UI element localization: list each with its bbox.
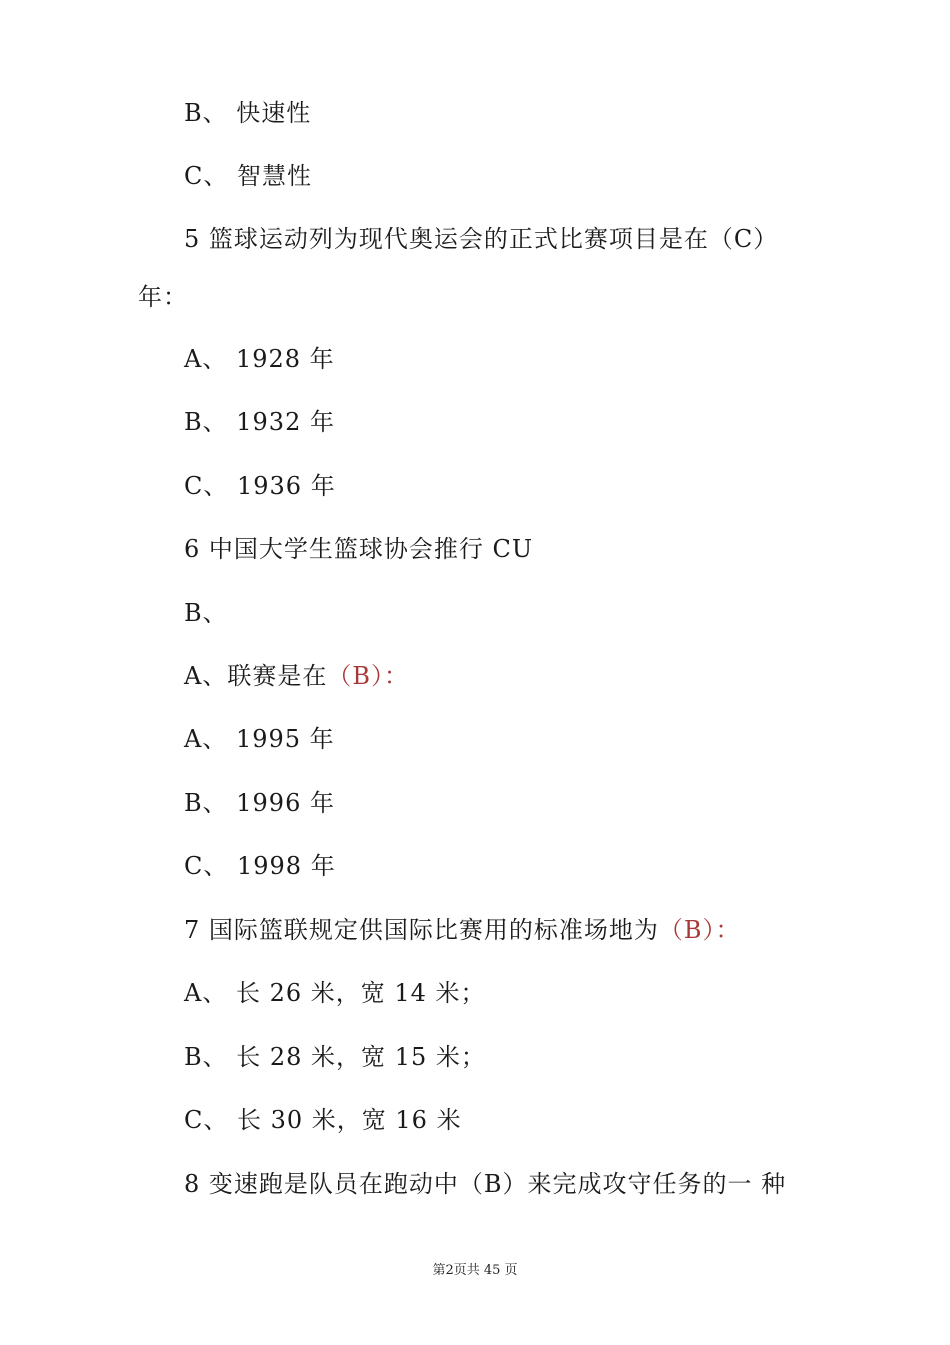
question-7-option-c: C、 长 30 米，宽 16 米 <box>184 1106 462 1134</box>
question-6-text-part: A、联赛是在 <box>184 662 328 690</box>
question-6-option-a: A、 1995 年 <box>184 725 335 753</box>
question-6-text-fragment: B、 <box>184 599 228 627</box>
question-6-text: 6 中国大学生篮球协会推行 CU <box>184 535 534 563</box>
page-footer: 第2页共 45 页 <box>432 1263 518 1278</box>
question-8-text: 8 变速跑是队员在跑动中（B）来完成攻守任务的一 种 <box>184 1170 787 1198</box>
option-b-speed: B、 快速性 <box>184 99 312 127</box>
question-5-text-cont: 年： <box>138 283 188 311</box>
question-7-answer: （B）： <box>658 916 741 944</box>
question-6-option-c: C、 1998 年 <box>184 852 336 880</box>
question-7-text <box>184 915 741 945</box>
question-7-text-part: 7 国际篮联规定供国际比赛用的标准场地为 <box>184 916 659 944</box>
question-6-text-cont <box>184 661 409 691</box>
question-6-option-b: B、 1996 年 <box>184 789 335 817</box>
question-7-option-a: A、 长 26 米，宽 14 米； <box>184 979 486 1007</box>
question-5-text: 5 篮球运动列为现代奥运会的正式比赛项目是在（C） <box>184 225 779 253</box>
question-7-option-b: B、 长 28 米，宽 15 米； <box>184 1043 486 1071</box>
question-5-option-a: A、 1928 年 <box>184 345 335 373</box>
option-c-wisdom: C、 智慧性 <box>184 162 312 190</box>
question-5-option-b: B、 1932 年 <box>184 408 335 436</box>
question-6-answer: （B）： <box>327 662 409 690</box>
question-5-option-c: C、 1936 年 <box>184 472 336 500</box>
